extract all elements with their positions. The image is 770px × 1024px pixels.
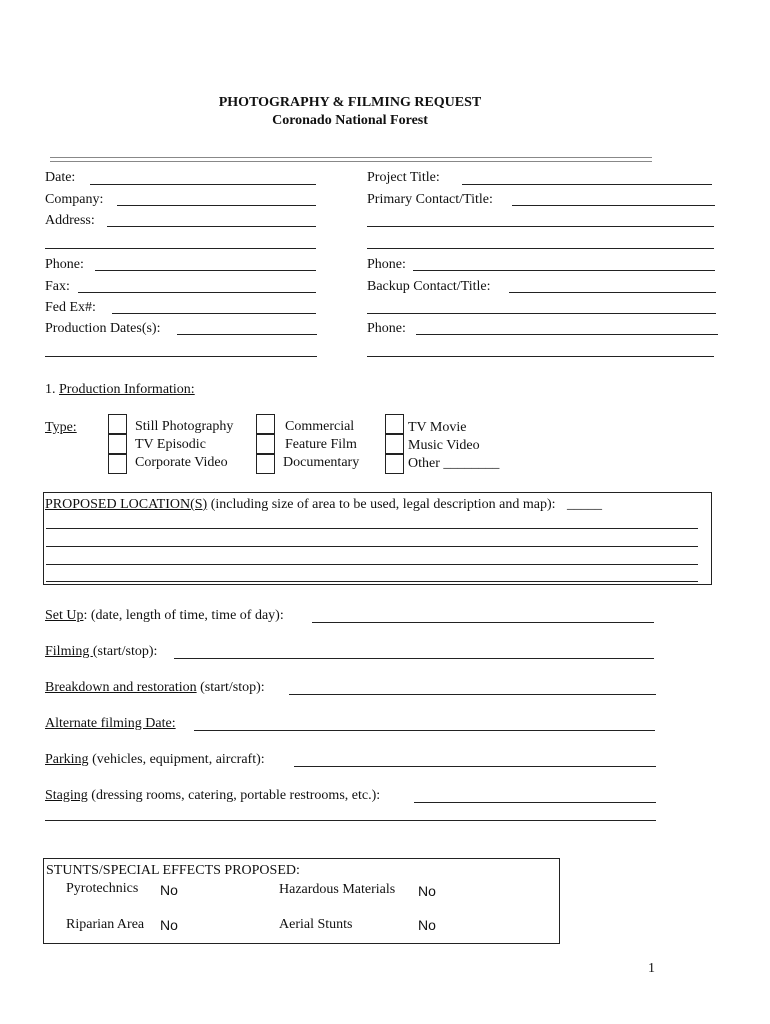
checkbox-commercial[interactable] xyxy=(256,414,275,434)
date-field[interactable] xyxy=(90,184,316,185)
aerial-value[interactable]: No xyxy=(418,917,436,933)
parking-field[interactable] xyxy=(294,766,656,767)
checkbox-feature-film[interactable] xyxy=(256,434,275,454)
setup-label-underlined: Set Up xyxy=(45,608,84,623)
type-label: Type: xyxy=(45,420,77,435)
staging-field[interactable] xyxy=(414,802,656,803)
checkbox-other[interactable] xyxy=(385,454,404,474)
checkbox-music-video[interactable] xyxy=(385,434,404,454)
phone2-right-field-line2[interactable] xyxy=(367,356,714,357)
breakdown-label-underlined: Breakdown and restoration xyxy=(45,680,197,695)
breakdown-field[interactable] xyxy=(289,694,656,695)
filming-label-underlined: Filming xyxy=(45,644,93,659)
primary-contact-label: Primary Contact/Title: xyxy=(367,192,493,207)
location-field-line2[interactable] xyxy=(46,546,698,547)
type-feature-film: Feature Film xyxy=(285,437,357,452)
proposed-locations-description: (including size of area to be used, legal description and map): xyxy=(207,497,556,512)
page-number: 1 xyxy=(648,961,655,976)
type-corporate-video: Corporate Video xyxy=(135,455,228,470)
setup-field[interactable] xyxy=(312,622,654,623)
checkbox-documentary[interactable] xyxy=(256,454,275,474)
phone-right-field[interactable] xyxy=(413,270,715,271)
primary-contact-field-line2[interactable] xyxy=(367,226,714,227)
production-heading-number: 1. xyxy=(45,382,59,397)
phone-label: Phone: xyxy=(45,257,84,272)
type-music-video: Music Video xyxy=(408,438,480,453)
stunts-heading: STUNTS/SPECIAL EFFECTS PROPOSED: xyxy=(46,863,300,878)
address-field-line2[interactable] xyxy=(45,248,316,249)
type-tv-movie: TV Movie xyxy=(408,420,467,435)
breakdown-label-rest: (start/stop): xyxy=(196,680,265,695)
production-heading-text: Production Information: xyxy=(59,382,195,397)
alternate-date-label xyxy=(45,716,176,732)
phone-field[interactable] xyxy=(95,270,316,271)
backup-contact-field-line2[interactable] xyxy=(367,313,716,314)
staging-label-underlined: Staging xyxy=(45,788,88,803)
parking-label-underlined: Parking xyxy=(45,752,89,767)
setup-label xyxy=(45,608,284,624)
phone2-right-label: Phone: xyxy=(367,321,406,336)
parking-label-rest: (vehicles, equipment, aircraft): xyxy=(88,752,265,767)
filming-label-rest: (start/stop): xyxy=(92,644,158,659)
filming-field[interactable] xyxy=(174,658,654,659)
checkbox-still-photography[interactable] xyxy=(108,414,127,434)
primary-contact-field[interactable] xyxy=(512,205,715,206)
production-dates-field[interactable] xyxy=(177,334,317,335)
date-label: Date: xyxy=(45,170,76,185)
phone-right-label: Phone: xyxy=(367,257,406,272)
company-field[interactable] xyxy=(117,205,316,206)
staging-label-rest: (dressing rooms, catering, portable restrooms, etc.): xyxy=(87,788,381,803)
backup-contact-field[interactable] xyxy=(509,292,716,293)
page-title: PHOTOGRAPHY & FILMING REQUEST xyxy=(218,95,482,110)
proposed-locations-blank: _____ xyxy=(567,497,603,512)
setup-label-rest: : (date, length of time, time of day): xyxy=(83,608,284,623)
proposed-locations-heading xyxy=(45,497,602,513)
staging-label xyxy=(45,788,380,804)
filming-label xyxy=(45,644,157,660)
fedex-field[interactable] xyxy=(112,313,316,314)
fax-label: Fax: xyxy=(45,279,70,294)
backup-contact-label: Backup Contact/Title: xyxy=(367,279,491,294)
type-documentary: Documentary xyxy=(283,455,360,470)
staging-field-line2[interactable] xyxy=(45,820,656,821)
checkbox-tv-episodic[interactable] xyxy=(108,434,127,454)
fedex-label: Fed Ex#: xyxy=(45,300,96,315)
aerial-label: Aerial Stunts xyxy=(279,917,353,932)
address-field[interactable] xyxy=(107,226,316,227)
location-field-line4[interactable] xyxy=(46,581,698,582)
production-heading xyxy=(45,382,195,398)
header-divider xyxy=(50,157,652,162)
company-label: Company: xyxy=(45,192,104,207)
phone2-right-field[interactable] xyxy=(416,334,718,335)
fax-field[interactable] xyxy=(78,292,316,293)
primary-contact-field-line3[interactable] xyxy=(367,248,714,249)
type-commercial: Commercial xyxy=(285,419,355,434)
pyrotechnics-label: Pyrotechnics xyxy=(66,881,139,896)
location-field-line3[interactable] xyxy=(46,564,698,565)
checkbox-corporate-video[interactable] xyxy=(108,454,127,474)
alternate-date-label-underlined: Alternate filming Date: xyxy=(45,716,176,731)
proposed-locations-title: PROPOSED LOCATION(S) xyxy=(45,497,208,512)
riparian-label: Riparian Area xyxy=(66,917,145,932)
page-subtitle: Coronado National Forest xyxy=(272,113,428,128)
production-dates-field-line2[interactable] xyxy=(45,356,317,357)
checkbox-tv-movie[interactable] xyxy=(385,414,404,434)
hazardous-label: Hazardous Materials xyxy=(279,882,396,897)
parking-label xyxy=(45,752,265,768)
alternate-date-field[interactable] xyxy=(194,730,655,731)
production-dates-label: Production Dates(s): xyxy=(45,321,161,336)
type-still-photography: Still Photography xyxy=(135,419,234,434)
location-field-line1[interactable] xyxy=(46,528,698,529)
project-title-field[interactable] xyxy=(462,184,712,185)
type-tv-episodic: TV Episodic xyxy=(135,437,206,452)
pyrotechnics-value[interactable]: No xyxy=(160,882,178,898)
project-title-label: Project Title: xyxy=(367,170,440,185)
type-other: Other ________ xyxy=(408,456,500,471)
hazardous-value[interactable]: No xyxy=(418,883,436,899)
breakdown-label xyxy=(45,680,265,696)
address-label: Address: xyxy=(45,213,95,228)
riparian-value[interactable]: No xyxy=(160,917,178,933)
